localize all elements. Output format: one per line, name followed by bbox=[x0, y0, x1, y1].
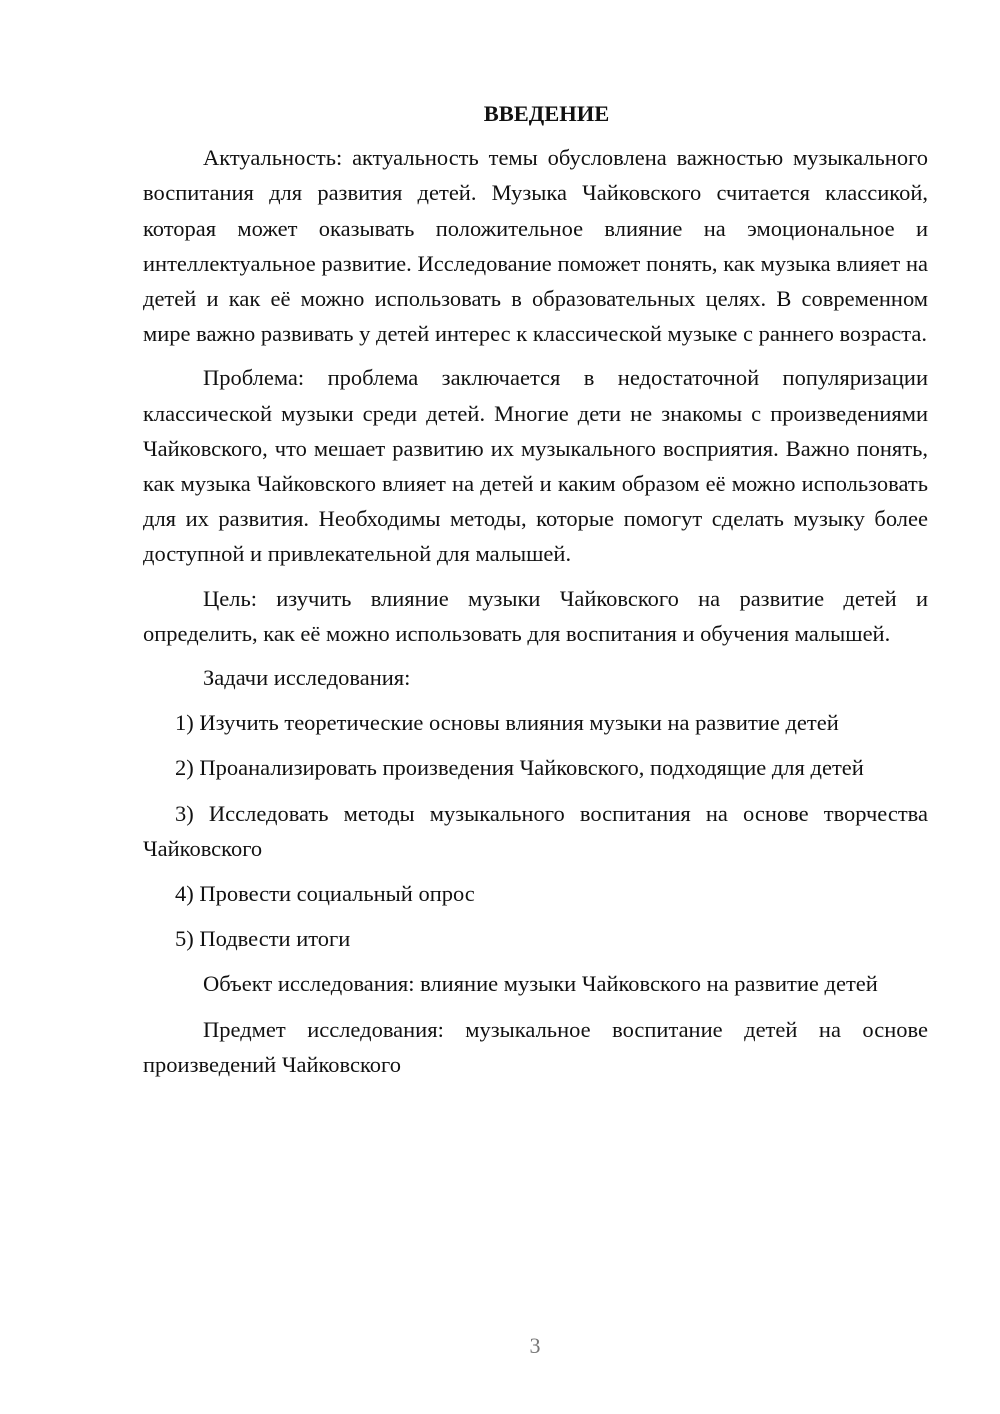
task-item-3: 3) Исследовать методы музыкального воспитания на основе творчества Чайковского bbox=[143, 800, 928, 861]
subject-paragraph: Предмет исследования: музыкальное воспитание детей на основе произведений Чайковского bbox=[143, 1016, 928, 1077]
task-item-4: 4) Провести социальный опрос bbox=[175, 881, 475, 907]
tasks-title: Задачи исследования: bbox=[203, 665, 411, 691]
task-item-5: 5) Подвести итоги bbox=[175, 926, 351, 952]
relevance-paragraph: Актуальность: актуальность темы обусловлена важностью музыкального воспитания для развития детей. Музыка Чайковского считается классикой, которая может оказывать положительное влияние на эмоциональное и интеллектуальное развитие. Исследование поможет понять, как музыка влияет на детей и как её можно использовать в образовательных целях. В современном мире важно развивать у детей интерес к классической музыке с раннего возраста. bbox=[143, 145, 928, 347]
task-item-1: 1) Изучить теоретические основы влияния музыки на развитие детей bbox=[175, 710, 839, 736]
page-number: 3 bbox=[529, 1333, 541, 1358]
object-paragraph: Объект исследования: влияние музыки Чайковского на развитие детей bbox=[203, 971, 878, 997]
task-item-2: 2) Проанализировать произведения Чайковского, подходящие для детей bbox=[175, 755, 864, 781]
goal-paragraph: Цель: изучить влияние музыки Чайковского на развитие детей и определить, как её можно использовать для воспитания и обучения малышей. bbox=[143, 585, 928, 646]
problem-paragraph: Проблема: проблема заключается в недостаточной популяризации классической музыки среди детей. Многие дети не знакомы с произведениями Чайковского, что мешает развитию их музыкального восприятия. Важно понять, как музыка Чайковского влияет на детей и каким образом её можно использовать для их развития. Необходимы методы, которые помогут сделать музыку более доступной и привлекательной для малышей. bbox=[143, 365, 928, 567]
document-body bbox=[143, 96, 928, 1092]
page-title: ВВЕДЕНИЕ bbox=[483, 101, 610, 126]
